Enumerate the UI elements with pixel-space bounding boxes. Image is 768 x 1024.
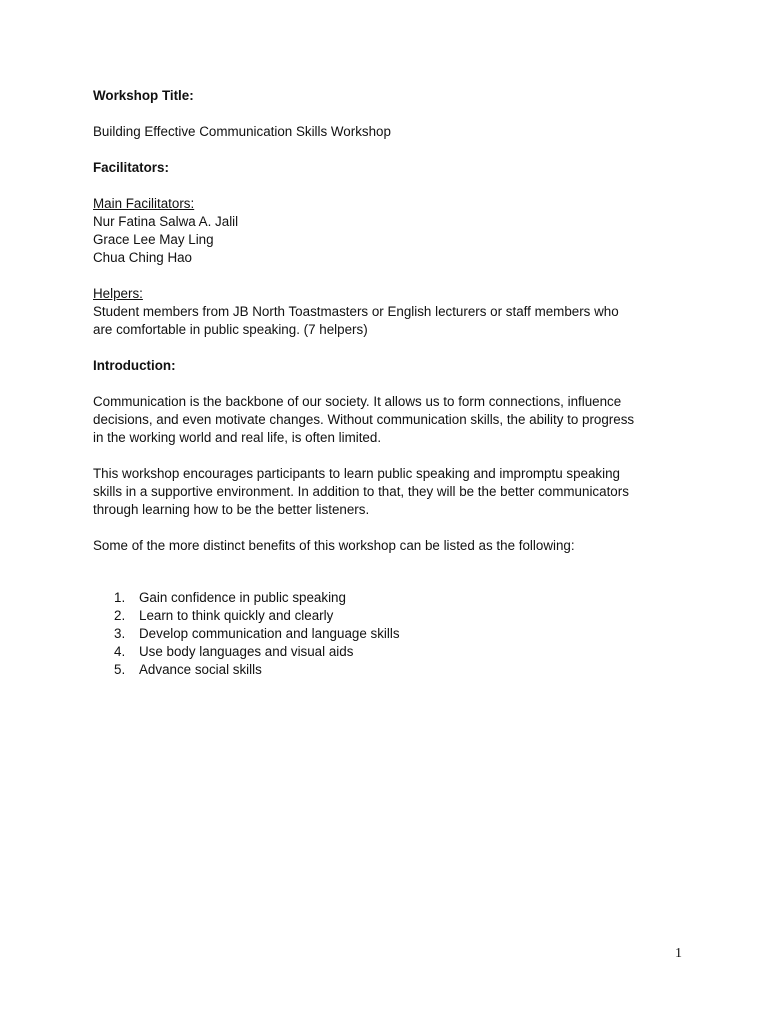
paragraph-line: through learning how to be the better listeners. bbox=[93, 502, 370, 517]
workshop-title: Building Effective Communication Skills Workshop bbox=[93, 124, 391, 139]
list-item-number: 5. bbox=[114, 662, 126, 677]
list-item-number: 4. bbox=[114, 644, 126, 659]
paragraph-line: in the working world and real life, is often limited. bbox=[93, 430, 382, 445]
helpers-text-line: are comfortable in public speaking. (7 helpers) bbox=[93, 322, 368, 337]
facilitators-heading: Facilitators: bbox=[93, 160, 169, 175]
list-item-text: Learn to think quickly and clearly bbox=[139, 608, 334, 623]
document-body bbox=[93, 87, 693, 679]
list-item-number: 1. bbox=[114, 590, 126, 605]
workshop-title-heading: Workshop Title: bbox=[93, 88, 194, 103]
list-item-text: Gain confidence in public speaking bbox=[139, 590, 346, 605]
facilitator-name: Nur Fatina Salwa A. Jalil bbox=[93, 214, 239, 229]
list-item-number: 3. bbox=[114, 626, 126, 641]
helpers-heading: Helpers: bbox=[93, 286, 143, 301]
spacer bbox=[93, 447, 693, 465]
paragraph-line: decisions, and even motivate changes. Without communication skills, the ability to progress bbox=[93, 412, 635, 427]
facilitator-name: Grace Lee May Ling bbox=[93, 232, 214, 247]
list-item bbox=[114, 589, 693, 607]
introduction-heading: Introduction: bbox=[93, 358, 176, 373]
spacer bbox=[93, 519, 693, 537]
list-item bbox=[114, 607, 693, 625]
spacer bbox=[93, 339, 693, 357]
spacer bbox=[93, 267, 693, 285]
list-item-text: Use body languages and visual aids bbox=[139, 644, 354, 659]
spacer bbox=[93, 105, 693, 123]
spacer bbox=[93, 141, 693, 159]
list-item bbox=[114, 643, 693, 661]
benefits-intro: Some of the more distinct benefits of this workshop can be listed as the following: bbox=[93, 538, 575, 553]
facilitator-name: Chua Ching Hao bbox=[93, 250, 193, 265]
list-item-text: Advance social skills bbox=[139, 662, 262, 677]
paragraph-line: Communication is the backbone of our society. It allows us to form connections, influence bbox=[93, 394, 622, 409]
list-item bbox=[114, 661, 693, 679]
spacer bbox=[93, 177, 693, 195]
helpers-text-line: Student members from JB North Toastmasters or English lecturers or staff members who bbox=[93, 304, 619, 319]
list-item-text: Develop communication and language skills bbox=[139, 626, 400, 641]
benefits-list bbox=[114, 589, 693, 679]
spacer bbox=[93, 573, 693, 589]
paragraph-line: skills in a supportive environment. In addition to that, they will be the better communicators bbox=[93, 484, 629, 499]
paragraph-line: This workshop encourages participants to learn public speaking and impromptu speaking bbox=[93, 466, 620, 481]
spacer bbox=[93, 375, 693, 393]
main-facilitators-heading: Main Facilitators: bbox=[93, 196, 195, 211]
list-item bbox=[114, 625, 693, 643]
list-item-number: 2. bbox=[114, 608, 126, 623]
spacer bbox=[93, 555, 693, 573]
page-number: 1 bbox=[675, 946, 682, 961]
